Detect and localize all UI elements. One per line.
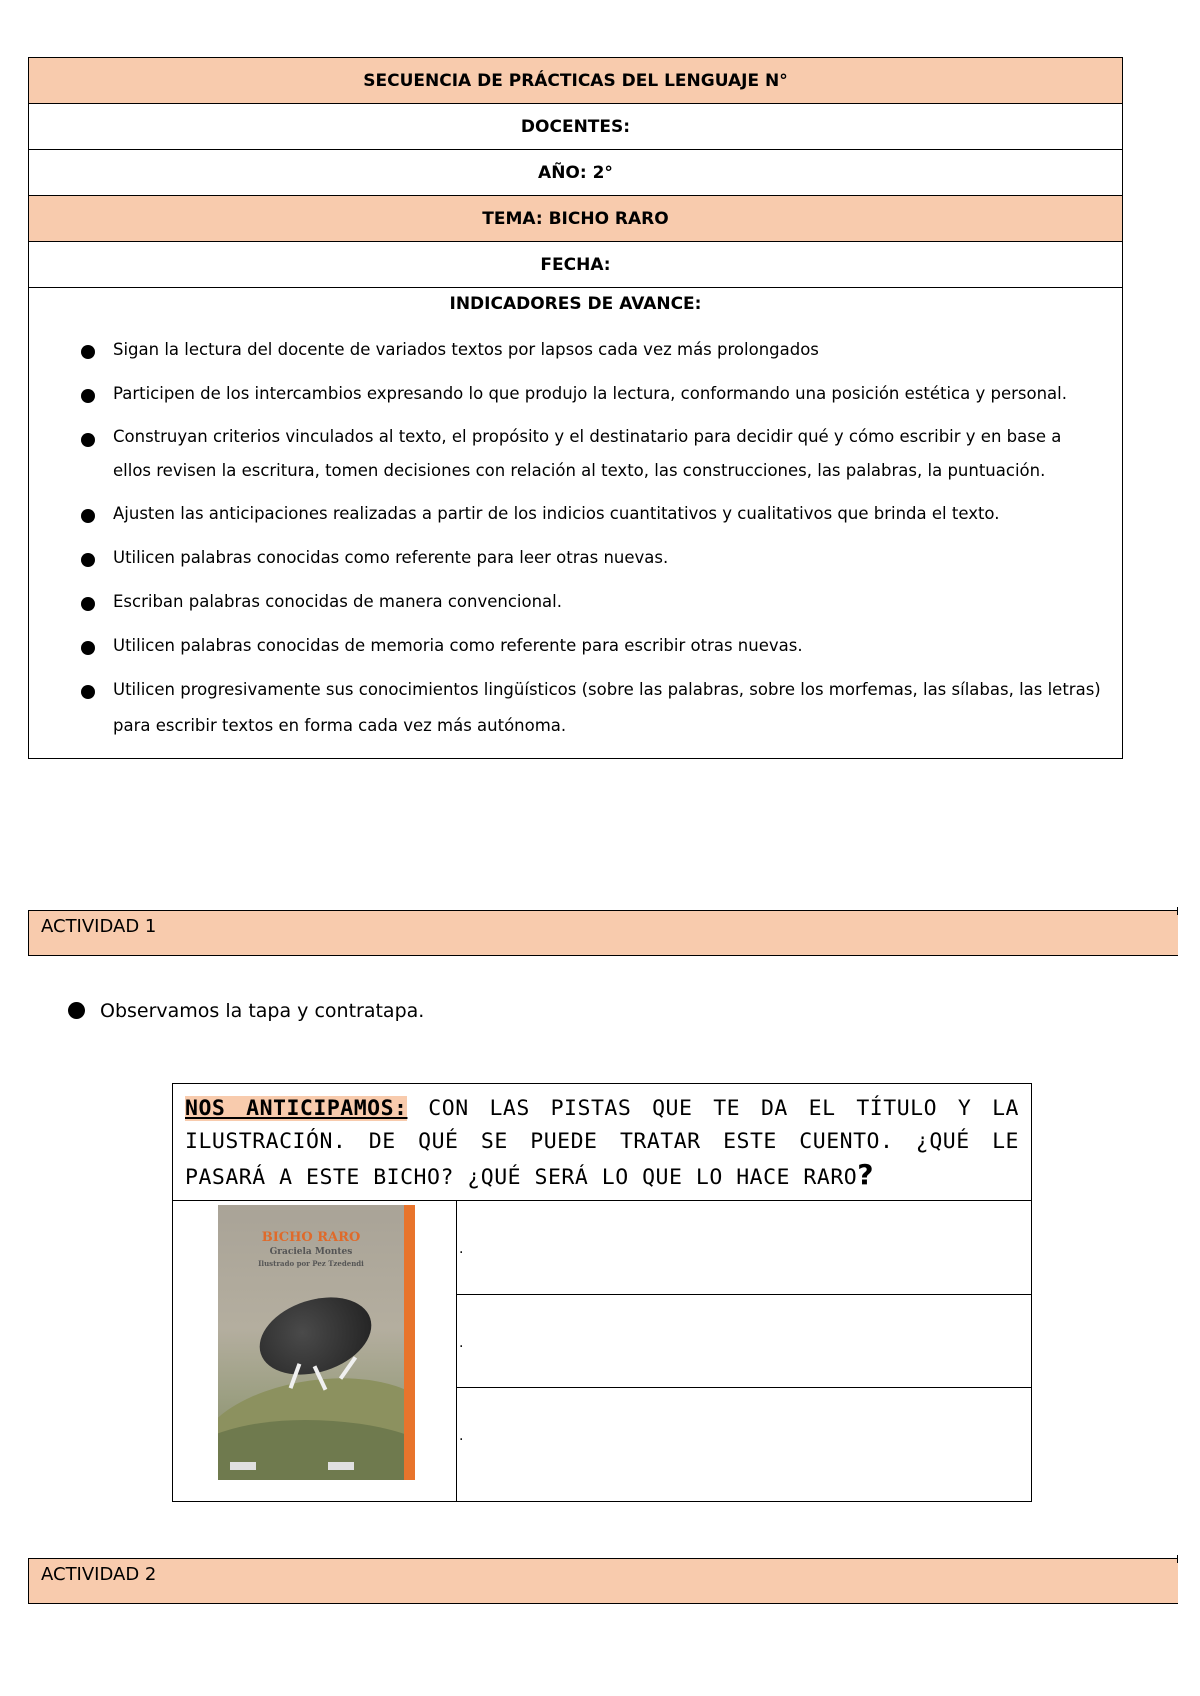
cover-spine [404,1205,415,1480]
cover-author: Graciela Montes Ilustrado por Pez Tzedendi [258,1247,364,1268]
observe-instruction: Observamos la tapa y contratapa. [68,1000,424,1022]
header-table [28,57,1123,759]
indicators-title: INDICADORES DE AVANCE: [449,294,702,314]
indicator-item: Utilicen progresivamente sus conocimientos lingüísticos (sobre las palabras, sobre los morfemas, las sílabas, las letras) para escribir textos en forma cada vez más autónoma. [81,672,1122,744]
anticipation-prompt-cell [173,1084,1032,1201]
indicator-item: Construyan criterios vinculados al texto, el propósito y el destinatario para decidir qué y cómo escribir y en base a ellos revisen la escritura, tomen decisiones con relación al texto, las construcciones, las palabras, la puntuación. [81,420,1122,488]
bullet-icon [68,1002,85,1019]
fecha-field: FECHA: [29,242,1123,288]
activity-1-header: ACTIVIDAD 1 [28,910,1178,956]
answer-line-2[interactable]: . [457,1294,1032,1388]
indicators-cell [29,288,1123,759]
indicator-item: Participen de los intercambios expresando lo que produjo la lectura, conformando una posición estética y personal. [81,376,1122,412]
answer-line-3[interactable]: . [457,1388,1032,1502]
publisher-logo [230,1462,256,1470]
indicator-item: Utilicen palabras conocidas como referente para leer otras nuevas. [81,540,1122,576]
indicator-item: Utilicen palabras conocidas de memoria como referente para escribir otras nuevas. [81,628,1122,664]
indicator-item: Ajusten las anticipaciones realizadas a partir de los indicios cuantitativos y cualitativos que brinda el texto. [81,496,1122,532]
cover-title: BICHO RARO [261,1230,361,1245]
activity-2-header: ACTIVIDAD 2 [28,1558,1178,1604]
bullet-icon [81,433,95,447]
bullet-icon [81,553,95,567]
bullet-icon [81,685,95,699]
bullet-icon [81,509,95,523]
answer-line-1[interactable]: . [457,1201,1032,1295]
indicator-item: Sigan la lectura del docente de variados textos por lapsos cada vez más prolongados [81,332,1122,368]
ministry-logo [328,1462,354,1470]
anio-field: AÑO: 2° [29,150,1123,196]
bullet-icon [81,345,95,359]
indicators-list [29,332,1122,744]
anticipation-prompt: NOS ANTICIPAMOS: CON LAS PISTAS QUE TE DA EL TÍTULO Y LA ILUSTRACIÓN. DE QUÉ SE PUEDE TRATAR ESTE CUENTO. ¿QUÉ LE PASARÁ A ESTE BICHO? ¿QUÉ SERÁ LO QUE LO HACE RARO? [185,1096,1019,1191]
docentes-field: DOCENTES: [29,104,1123,150]
anticipation-table [172,1083,1032,1502]
sequence-title: SECUENCIA DE PRÁCTICAS DEL LENGUAJE N° [29,58,1123,104]
bullet-icon [81,641,95,655]
anticipation-label: NOS ANTICIPAMOS: [185,1096,408,1121]
bullet-icon [81,389,95,403]
book-cover-cell [173,1201,457,1502]
book-cover-image [218,1205,415,1480]
tema-field: TEMA: BICHO RARO [29,196,1123,242]
bullet-icon [81,597,95,611]
indicator-item: Escriban palabras conocidas de manera convencional. [81,584,1122,620]
